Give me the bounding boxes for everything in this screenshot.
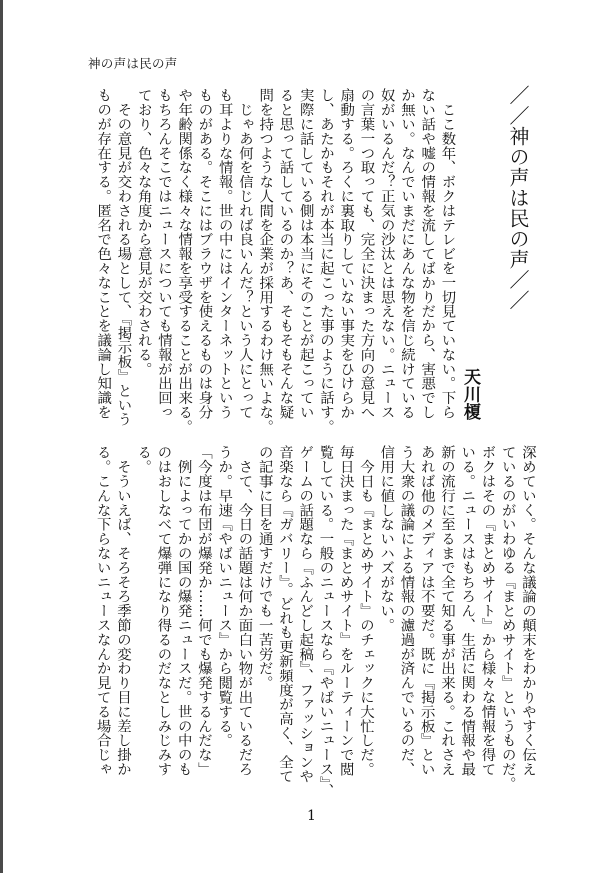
text-column: 音楽なら『ガバリー』。どれも更新頻度が高く、全て — [277, 445, 293, 784]
text-column: もちろんそこではニュースについても情報が出回っ — [156, 88, 172, 420]
text-column: か無い。なんでいまだにあんな物を信じ続けている — [399, 88, 415, 420]
text-column: そういえば、そろそろ季節の変わり目に差し掛か — [115, 445, 131, 777]
text-column: 問を持つような人間を企業が採用するわけ無いよな。 — [257, 88, 274, 434]
text-column: の記事に目を通すだけでも一苦労だ。 — [256, 445, 273, 690]
text-column: る。 — [135, 445, 152, 474]
text-column: 実際に話している側は本当にそのことが起こってい — [297, 88, 314, 420]
text-column: ボクはその『まとめサイト』から様々な情報を得て — [479, 445, 496, 777]
text-column: 毎日決まった『まとめサイト』をルーティーンで閲 — [337, 445, 354, 777]
text-column: ると思って話しているのか？あ、そもそもそんな疑 — [277, 88, 294, 420]
text-column: 深めていく。そんな議論の顛末をわかりやすく伝え — [520, 445, 536, 777]
page-number: 1 — [307, 808, 316, 824]
text-column: ここ数年、ボクはテレビを一切見ていない。下ら — [439, 88, 456, 420]
text-column: ており、色々な角度から意見が交わされる。 — [135, 88, 152, 376]
text-column: ない話や嘘の情報を流してばかりだから、害悪でし — [419, 88, 436, 420]
text-column: 覧している。一般のニュースなら『やばいニュース』、 — [317, 445, 334, 798]
lower-text-block — [93, 445, 539, 798]
text-column: 「今度は布団が爆発か……何でも爆発するんだな」 — [196, 445, 212, 777]
text-column: の言葉一つ取っても、完全に決まった方向の意見へ — [358, 88, 375, 420]
page-edge — [0, 0, 3, 873]
text-column: 今日も『まとめサイト』のチェックに大忙しだ。 — [358, 445, 374, 777]
text-column: ものがある。そこにはブラウザを使えるものは身分 — [196, 88, 213, 420]
text-column: さて、今日の話題は何か面白い物が出ているだろ — [236, 445, 253, 777]
text-column: ものが存在する。匿名で色々なことを議論し知識を — [95, 88, 112, 420]
text-column: う大衆の議論による情報の濾過が済んでいるのだ、 — [398, 445, 415, 777]
text-column: のはおしなべて爆弾になり得るのだなとしみじみす — [155, 445, 172, 777]
text-column: 新の流行に至るまで全て知る事が出来る。これさえ — [439, 445, 455, 777]
text-column: あれば他のメディアは不要だ。既に『掲示板』とい — [418, 445, 435, 777]
text-column: も耳よりな情報。世の中にはインターネットという — [216, 88, 233, 420]
text-column: その意見が交わされる場として、『掲示板』という — [115, 88, 132, 427]
text-column: し、あたかもそれが本当に起こった事のように話す。 — [318, 88, 334, 434]
upper-text-block — [93, 88, 458, 434]
text-column: 扇動する。ろくに裏取りしていない事実をひけらか — [338, 88, 355, 420]
text-column: じゃあ何を信じれば良いんだ？という人にとって — [237, 88, 253, 420]
author-name: 天川榎 — [460, 368, 480, 421]
text-column: ゲームの話題なら『ふんどし起稿』、ファッションや — [297, 445, 314, 784]
text-column: うか。早速『やばいニュース』から閲覧する。 — [216, 445, 233, 748]
running-header: 神の声は民の声 — [88, 56, 178, 71]
text-column: 奴がいるんだ？正気の沙汰とは思えない。ニュース — [378, 88, 395, 420]
text-column: ているのがいわゆる『まとめサイト』というものだ。 — [499, 445, 516, 791]
text-column: や年齢関係なく様々な情報を享受することが出来る。 — [176, 88, 193, 434]
story-title: ／／神の声は民の声／／ — [506, 85, 530, 311]
text-column: 例によってかの国の爆発ニュースだ。世の中のも — [175, 445, 192, 777]
text-column: 信用に値しないハズがない。 — [378, 445, 395, 633]
text-column: る。こんな下らないニュースなんか見てる場合じゃ — [94, 445, 111, 777]
text-column: いる。ニュースはもちろん、生活に関わる情報や最 — [459, 445, 476, 777]
